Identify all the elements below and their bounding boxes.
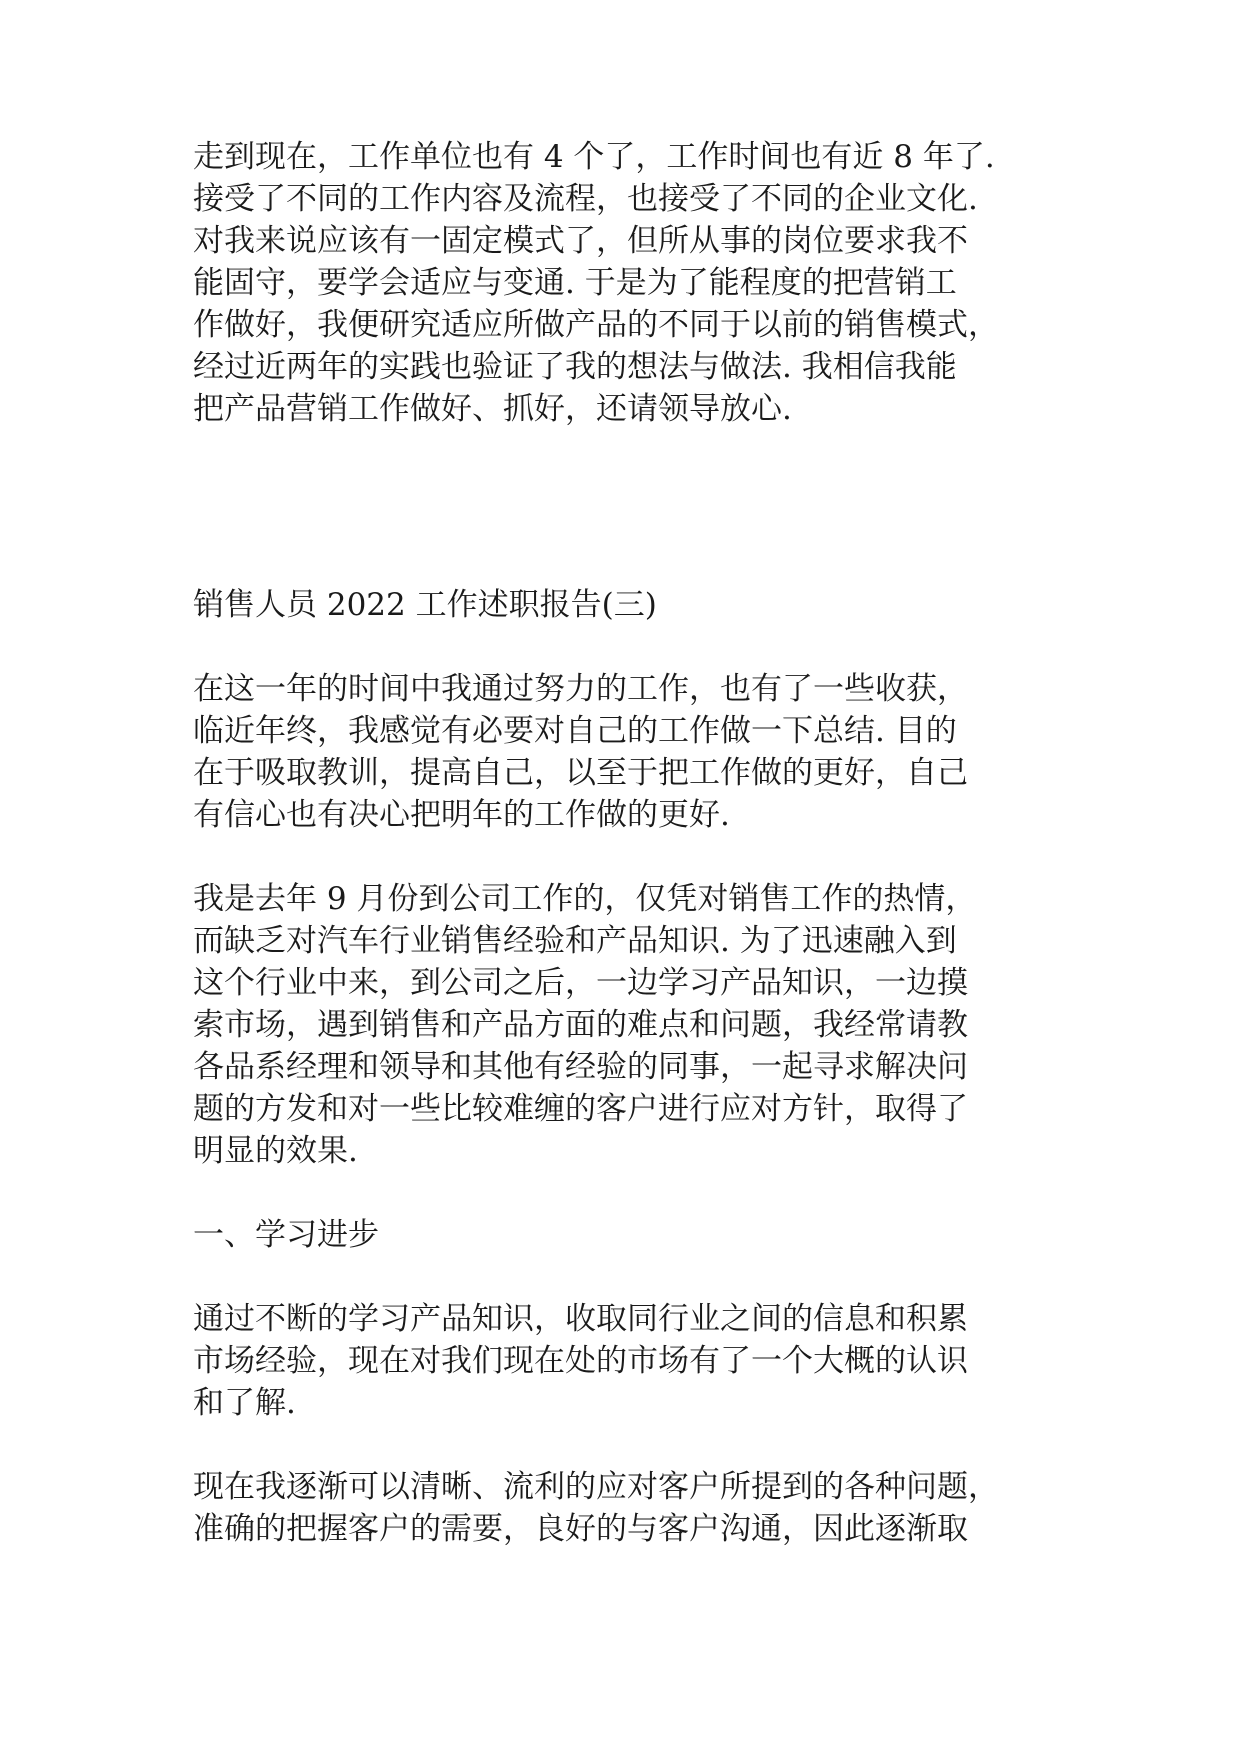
text-line: 经过近两年的实践也验证了我的想法与做法. 我相信我能 [193, 349, 957, 385]
text-line: 而缺乏对汽车行业销售经验和产品知识. 为了迅速融入到 [193, 923, 957, 959]
text-line: 有信心也有决心把明年的工作做的更好. [193, 797, 730, 833]
text-line: 各品系经理和领导和其他有经验的同事，一起寻求解决问 [193, 1049, 968, 1085]
text-line: 现在我逐渐可以清晰、流利的应对客户所提到的各种问题， [193, 1469, 999, 1505]
text-line: 接受了不同的工作内容及流程，也接受了不同的企业文化. [193, 181, 978, 217]
text-line: 通过不断的学习产品知识，收取同行业之间的信息和积累 [193, 1301, 968, 1337]
text-line: 题的方发和对一些比较难缠的客户进行应对方针，取得了 [193, 1091, 968, 1127]
text-line: 明显的效果. [193, 1133, 358, 1169]
text-line: 市场经验，现在对我们现在处的市场有了一个大概的认识 [193, 1343, 968, 1379]
text-line: 在于吸取教训，提高自己，以至于把工作做的更好，自己 [193, 755, 968, 791]
text-line: 对我来说应该有一固定模式了，但所从事的岗位要求我不 [193, 223, 968, 259]
text-line: 和了解. [193, 1385, 296, 1421]
text-line: 这个行业中来，到公司之后，一边学习产品知识，一边摸 [193, 965, 968, 1001]
text-line: 能固守，要学会适应与变通. 于是为了能程度的把营销工 [193, 265, 957, 301]
text-line: 临近年终，我感觉有必要对自己的工作做一下总结. 目的 [193, 713, 957, 749]
text-line: 准确的把握客户的需要，良好的与客户沟通，因此逐渐取 [193, 1511, 968, 1547]
text-line: 把产品营销工作做好、抓好，还请领导放心. [193, 391, 792, 427]
text-line: 走到现在，工作单位也有 4 个了，工作时间也有近 8 年了. [193, 139, 995, 175]
text-line: 我是去年 9 月份到公司工作的，仅凭对销售工作的热情， [193, 881, 977, 917]
report-title: 销售人员 2022 工作述职报告(三) [193, 587, 657, 623]
text-line: 索市场，遇到销售和产品方面的难点和问题，我经常请教 [193, 1007, 968, 1043]
text-line: 在这一年的时间中我通过努力的工作，也有了一些收获， [193, 671, 968, 707]
heading-study-progress: 一、学习进步 [193, 1217, 379, 1253]
text-line: 作做好，我便研究适应所做产品的不同于以前的销售模式， [193, 307, 999, 343]
